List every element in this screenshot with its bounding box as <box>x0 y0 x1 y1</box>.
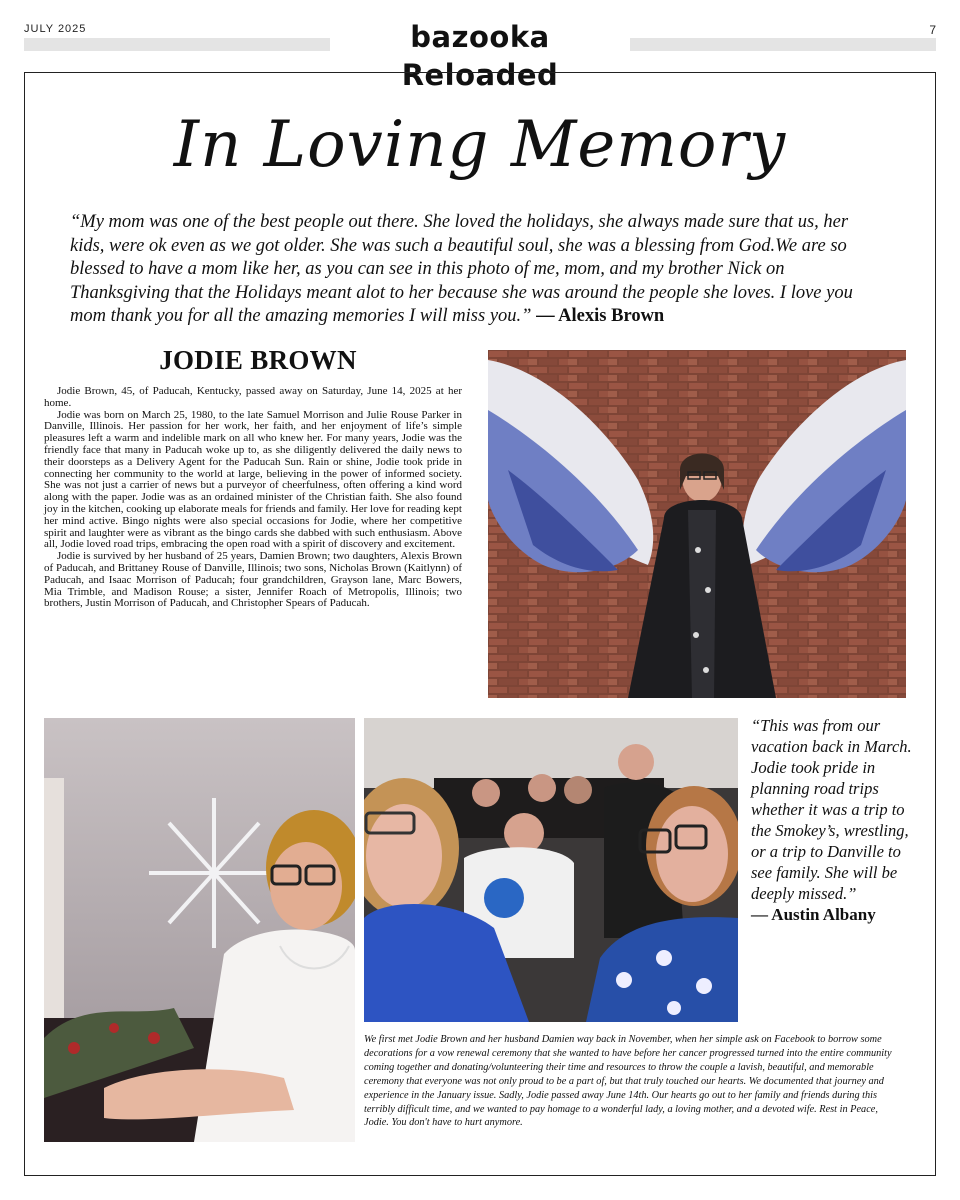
side-quote <box>751 715 921 925</box>
wings-mural-photo <box>488 350 906 698</box>
family-quote-attribution: — Alexis Brown <box>536 306 665 327</box>
family-quote <box>70 211 880 329</box>
family-quote-text: “My mom was one of the best people out there. She loved the holidays, she always made sure that us, her kids, were ok even as we got older. She was such a beautiful soul, she was a blessing from God.We are so blessed to have a mom like her, as you can see in this photo of me, mom, and my brother Nick on Thanksgiving that the Holidays meant alot to her because she was around the people she loves. I love you mom thank you for all the amazing memories I will miss you.” <box>70 212 853 327</box>
issue-date: JULY 2025 <box>24 23 87 35</box>
photo-caption: We first met Jodie Brown and her husband Damien way back in November, when her simple ask on Facebook to borrow some decorations for a vow renewal ceremony that she wanted to have before her cancer progressed turned into the entire community coming together and donating/volunteering their time and resources to throw the couple a lavish, beautiful, and memorable ceremony that everyone was not only proud to be a part of, but that truly touched our hearts. We documented that journey and experience in the January issue. Sadly, Jodie passed away June 14th. Our hearts go out to her family and friends during this terribly difficult time, and we wanted to pay homage to a wonderful lady, a loving mother, and a devoted wife. Rest in Peace, Jodie. You don't have to hurt anymore. <box>364 1034 892 1129</box>
road-trip-photo <box>364 718 738 1022</box>
obituary-paragraph: Jodie was born on March 25, 1980, to the late Samuel Morrison and Julie Rouse Parker in Danville, Illinois. Her passion for her work, her faith, and her enjoyment of life’s simple pleasures left a warm and indelible mark on all who knew her. For many years, Jodie was the friendly face that many in Paducah woke up to, as she diligently delivered the daily news to their doorsteps as a Delivery Agent for the Paducah Sun. Rain or shine, Jodie took pride in connecting her community to the world at large, believing in the power of informed society. She was not just a carrier of news but a purveyor of cheerfulness, often offering a kind word along with the paper. Jodie was as an ordained minister of the Christian faith. She also found joy in the kitchen, cooking up elaborate meals for friends and family. Her love for reading kept her mind active. Bingo nights were also special occasions for Jodie, where her competitive spirit and laughter were as vibrant as the bingo cards she dabbed with such enthusiasm. Above all, Jodie loved road trips, embracing the open road with a spirit of discovery and excitement. <box>44 408 462 551</box>
obituary-paragraph: Jodie Brown, 45, of Paducah, Kentucky, passed away on Saturday, June 14, 2025 at her home. <box>44 385 462 409</box>
side-quote-text: “This was from our vacation back in March. Jodie took pride in planning road trips whether it was a trip to the Smokey’s, wrestling, or a trip to Danville to see family. She will be deeply missed.” <box>751 716 912 903</box>
obituary-name: JODIE BROWN <box>159 345 357 375</box>
publication-masthead: bazooka Reloaded <box>330 18 630 56</box>
side-quote-attribution: — Austin Albany <box>751 905 876 924</box>
page-number: 7 <box>929 23 936 37</box>
obituary-body <box>44 386 462 610</box>
memorial-title: In Loving Memory <box>173 108 787 182</box>
vow-renewal-photo <box>44 718 355 1142</box>
obituary-paragraph: Jodie is survived by her husband of 25 years, Damien Brown; two daughters, Alexis Brown of Paducah, and Brittaney Rouse of Danville, Illinois; two sons, Nicholas Brown (Kaitlynn) of Paducah, and Isaac Morrison of Paducah; four grandchildren, Grayson lane, Marc Bowers, Mia Trimble, and Madison Rouse; a sister, Jennifer Roach of Metropolis, Illinois; two brothers, Justin Morrison of Paducah, and Christopher Spears of Paducah. <box>44 550 462 610</box>
